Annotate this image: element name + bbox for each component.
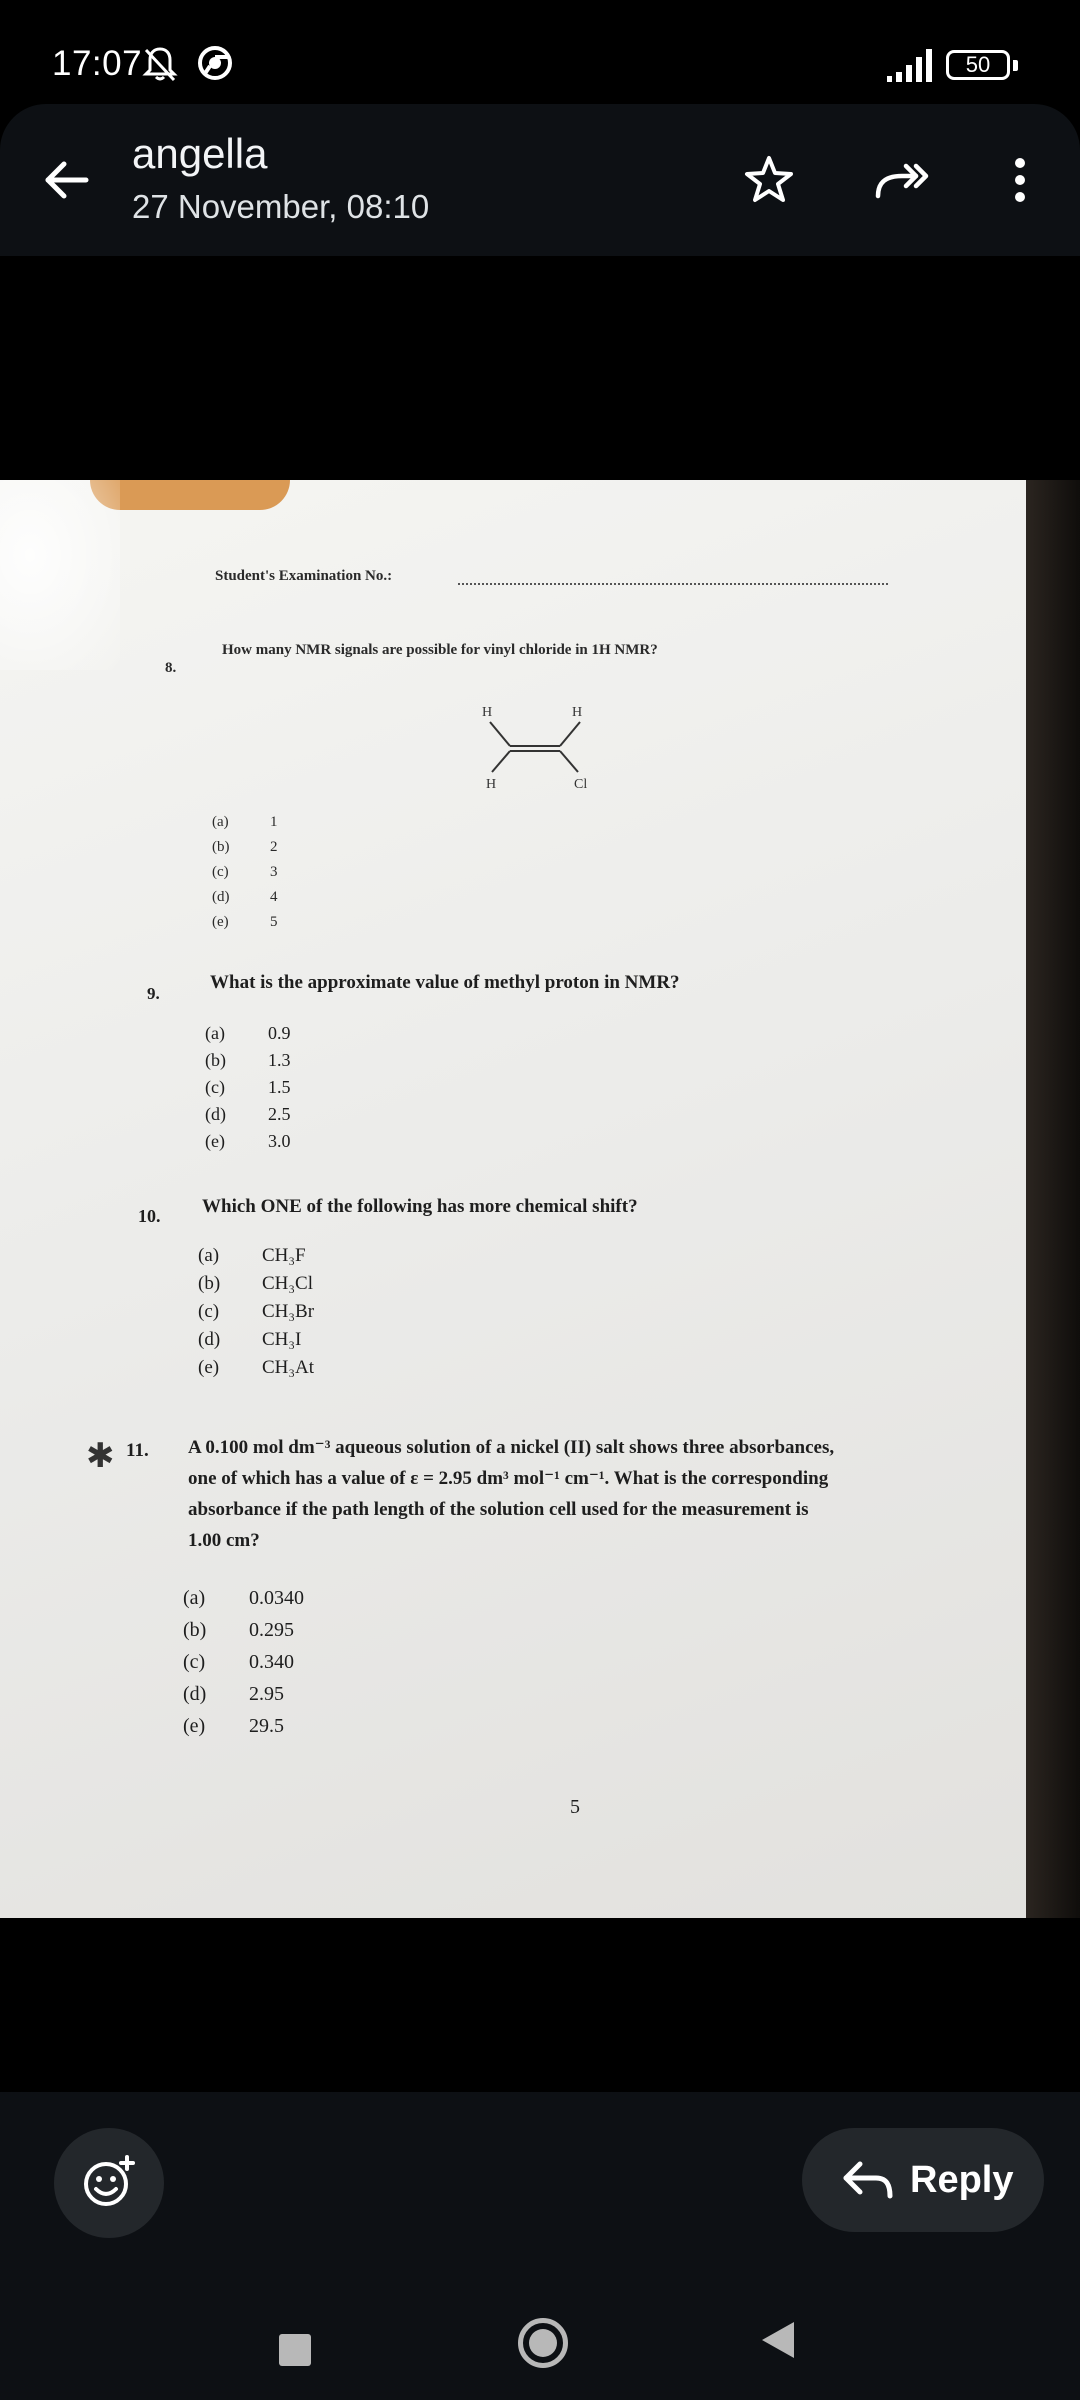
q9-options xyxy=(205,1020,291,1155)
q8-number: 8. xyxy=(165,660,177,676)
atom-h2: H xyxy=(572,705,583,720)
page-number: 5 xyxy=(570,1796,580,1818)
star-icon xyxy=(743,154,795,206)
sender-name: angella xyxy=(132,130,268,177)
q11-text xyxy=(188,1432,834,1556)
message-date: 27 November, 08:10 xyxy=(132,188,430,225)
reply-button[interactable] xyxy=(802,2128,1044,2232)
q11-option-c: (c) 0.340 xyxy=(183,1651,294,1673)
home-nav-button[interactable] xyxy=(518,2318,568,2368)
q11-line-3: absorbance if the path length of the solution cell used for the measurement is xyxy=(188,1499,809,1520)
q8-options xyxy=(212,810,278,935)
reply-label: Reply xyxy=(910,2158,1014,2201)
q8-option-a: (a) 1 xyxy=(212,814,278,830)
forward-button[interactable] xyxy=(866,144,938,216)
q10-option-e: (e) CH₃At xyxy=(198,1357,315,1378)
back-button[interactable] xyxy=(30,144,102,216)
q9-text: What is the approximate value of methyl proton in NMR? xyxy=(210,972,680,993)
atom-h1: H xyxy=(482,705,493,720)
q9-option-b: (b) 1.3 xyxy=(205,1050,291,1070)
q9-option-a: (a) 0.9 xyxy=(205,1023,291,1043)
q10-number: 10. xyxy=(138,1206,161,1226)
photo-glare xyxy=(0,480,120,670)
q11-line-4: 1.00 cm? xyxy=(188,1530,260,1551)
add-reaction-button[interactable] xyxy=(54,2128,164,2238)
q8-text: How many NMR signals are possible for vinyl chloride in 1H NMR? xyxy=(222,642,658,658)
more-vert-icon xyxy=(1010,154,1030,206)
q11-number: 11. xyxy=(126,1440,149,1461)
recents-nav-button[interactable] xyxy=(279,2334,311,2366)
star-mark: ✱ xyxy=(86,1438,115,1475)
orange-corner xyxy=(90,480,290,510)
q11-options xyxy=(183,1582,304,1742)
q10-option-b: (b) CH₃Cl xyxy=(198,1273,313,1294)
q11-option-a: (a) 0.0340 xyxy=(183,1587,304,1609)
viewer-header xyxy=(0,104,1080,256)
q8-option-b: (b) 2 xyxy=(212,839,278,855)
q10-option-a: (a) CH₃F xyxy=(198,1245,306,1266)
emoji-add-icon xyxy=(79,2153,139,2213)
q9-option-d: (d) 2.5 xyxy=(205,1104,291,1124)
signal-icon xyxy=(887,48,935,82)
q10-options xyxy=(198,1242,314,1382)
q11-option-d: (d) 2.95 xyxy=(183,1683,284,1705)
paper-edge-shadow xyxy=(1026,480,1080,1918)
atom-cl: Cl xyxy=(574,777,588,790)
q10-option-c: (c) CH₃Br xyxy=(198,1301,315,1322)
q9-option-c: (c) 1.5 xyxy=(205,1077,291,1097)
q10-text: Which ONE of the following has more chemical shift? xyxy=(202,1196,638,1217)
q10-option-d: (d) CH₃I xyxy=(198,1329,302,1350)
atom-h3: H xyxy=(486,777,497,790)
q9-number: 9. xyxy=(147,984,160,1003)
q8-option-d: (d) 4 xyxy=(212,889,278,905)
status-time: 17:07 xyxy=(52,44,143,83)
q11-line-1: A 0.100 mol dm⁻³ aqueous solution of a nickel (II) salt shows three absorbances, xyxy=(188,1437,835,1458)
more-options-button[interactable] xyxy=(984,144,1056,216)
vinyl-chloride-structure xyxy=(460,698,600,790)
bottom-bar xyxy=(0,2092,1080,2400)
status-bar xyxy=(0,0,1080,96)
battery-tip xyxy=(1013,60,1018,71)
forward-icon xyxy=(872,154,932,206)
q11-line-2: one of which has a value of ε = 2.95 dm³ mol⁻¹ cm⁻¹. What is the corresponding xyxy=(188,1468,829,1489)
q8-option-c: (c) 3 xyxy=(212,864,278,880)
reply-arrow-icon xyxy=(842,2158,894,2202)
student-no-label: Student's Examination No.: xyxy=(215,568,393,584)
battery-icon: 50 xyxy=(946,50,1010,80)
notifications-off-icon xyxy=(140,44,180,89)
q11-option-b: (b) 0.295 xyxy=(183,1619,294,1641)
chrome-icon xyxy=(196,44,234,87)
back-nav-button[interactable] xyxy=(762,2322,794,2358)
attachment-photo[interactable] xyxy=(0,480,1080,1918)
back-arrow-icon xyxy=(40,154,92,206)
q9-option-e: (e) 3.0 xyxy=(205,1131,291,1151)
q11-option-e: (e) 29.5 xyxy=(183,1715,284,1737)
q8-option-e: (e) 5 xyxy=(212,914,278,930)
student-no-line xyxy=(458,583,888,585)
star-button[interactable] xyxy=(733,144,805,216)
